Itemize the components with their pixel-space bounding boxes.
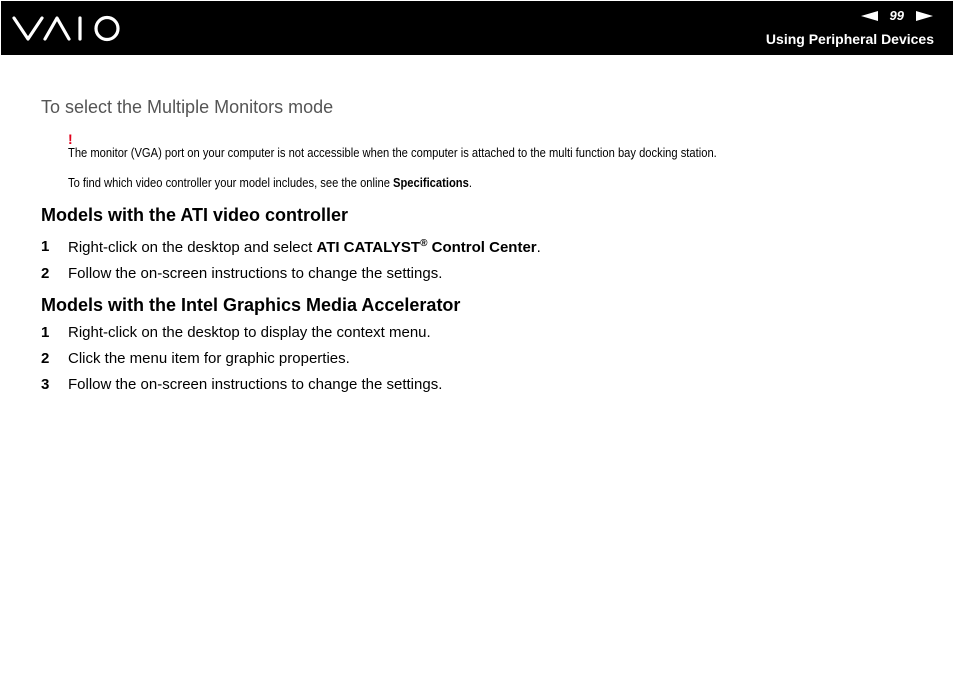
step-number: 2: [41, 265, 50, 282]
step-number: 3: [41, 376, 50, 393]
warning-icon: !: [68, 131, 73, 147]
next-page-icon[interactable]: [916, 11, 933, 21]
section-title: Using Peripheral Devices: [765, 31, 934, 47]
page-header: [1, 1, 953, 55]
previous-page-icon[interactable]: [861, 11, 878, 21]
note-line-1: The monitor (VGA) port on your computer is not accessible when the computer is attached to the multi function bay docking station.: [68, 145, 717, 160]
step-text: Follow the on-screen instructions to change the settings.: [68, 265, 443, 282]
procedure-title: To select the Multiple Monitors mode: [41, 97, 334, 117]
step-text: Follow the on-screen instructions to change the settings.: [68, 376, 443, 393]
note-line-2: To find which video controller your model includes, see the online Specifications.: [68, 175, 472, 190]
step-text: Right-click on the desktop to display the context menu.: [68, 324, 431, 341]
step-number: 1: [41, 238, 50, 255]
intel-heading: Models with the Intel Graphics Media Accelerator: [41, 295, 461, 315]
step-number: 2: [41, 350, 50, 367]
step-text: Click the menu item for graphic properties.: [68, 350, 350, 367]
step-number: 1: [41, 324, 50, 341]
ati-heading: Models with the ATI video controller: [41, 205, 349, 225]
page-number: 99: [889, 8, 904, 23]
specifications-link[interactable]: Specifications: [393, 175, 469, 190]
step-text: Right-click on the desktop and select ATI CATALYST® Control Center.: [68, 238, 541, 256]
vaio-logo: [12, 14, 122, 42]
page-navigation: [861, 8, 933, 23]
